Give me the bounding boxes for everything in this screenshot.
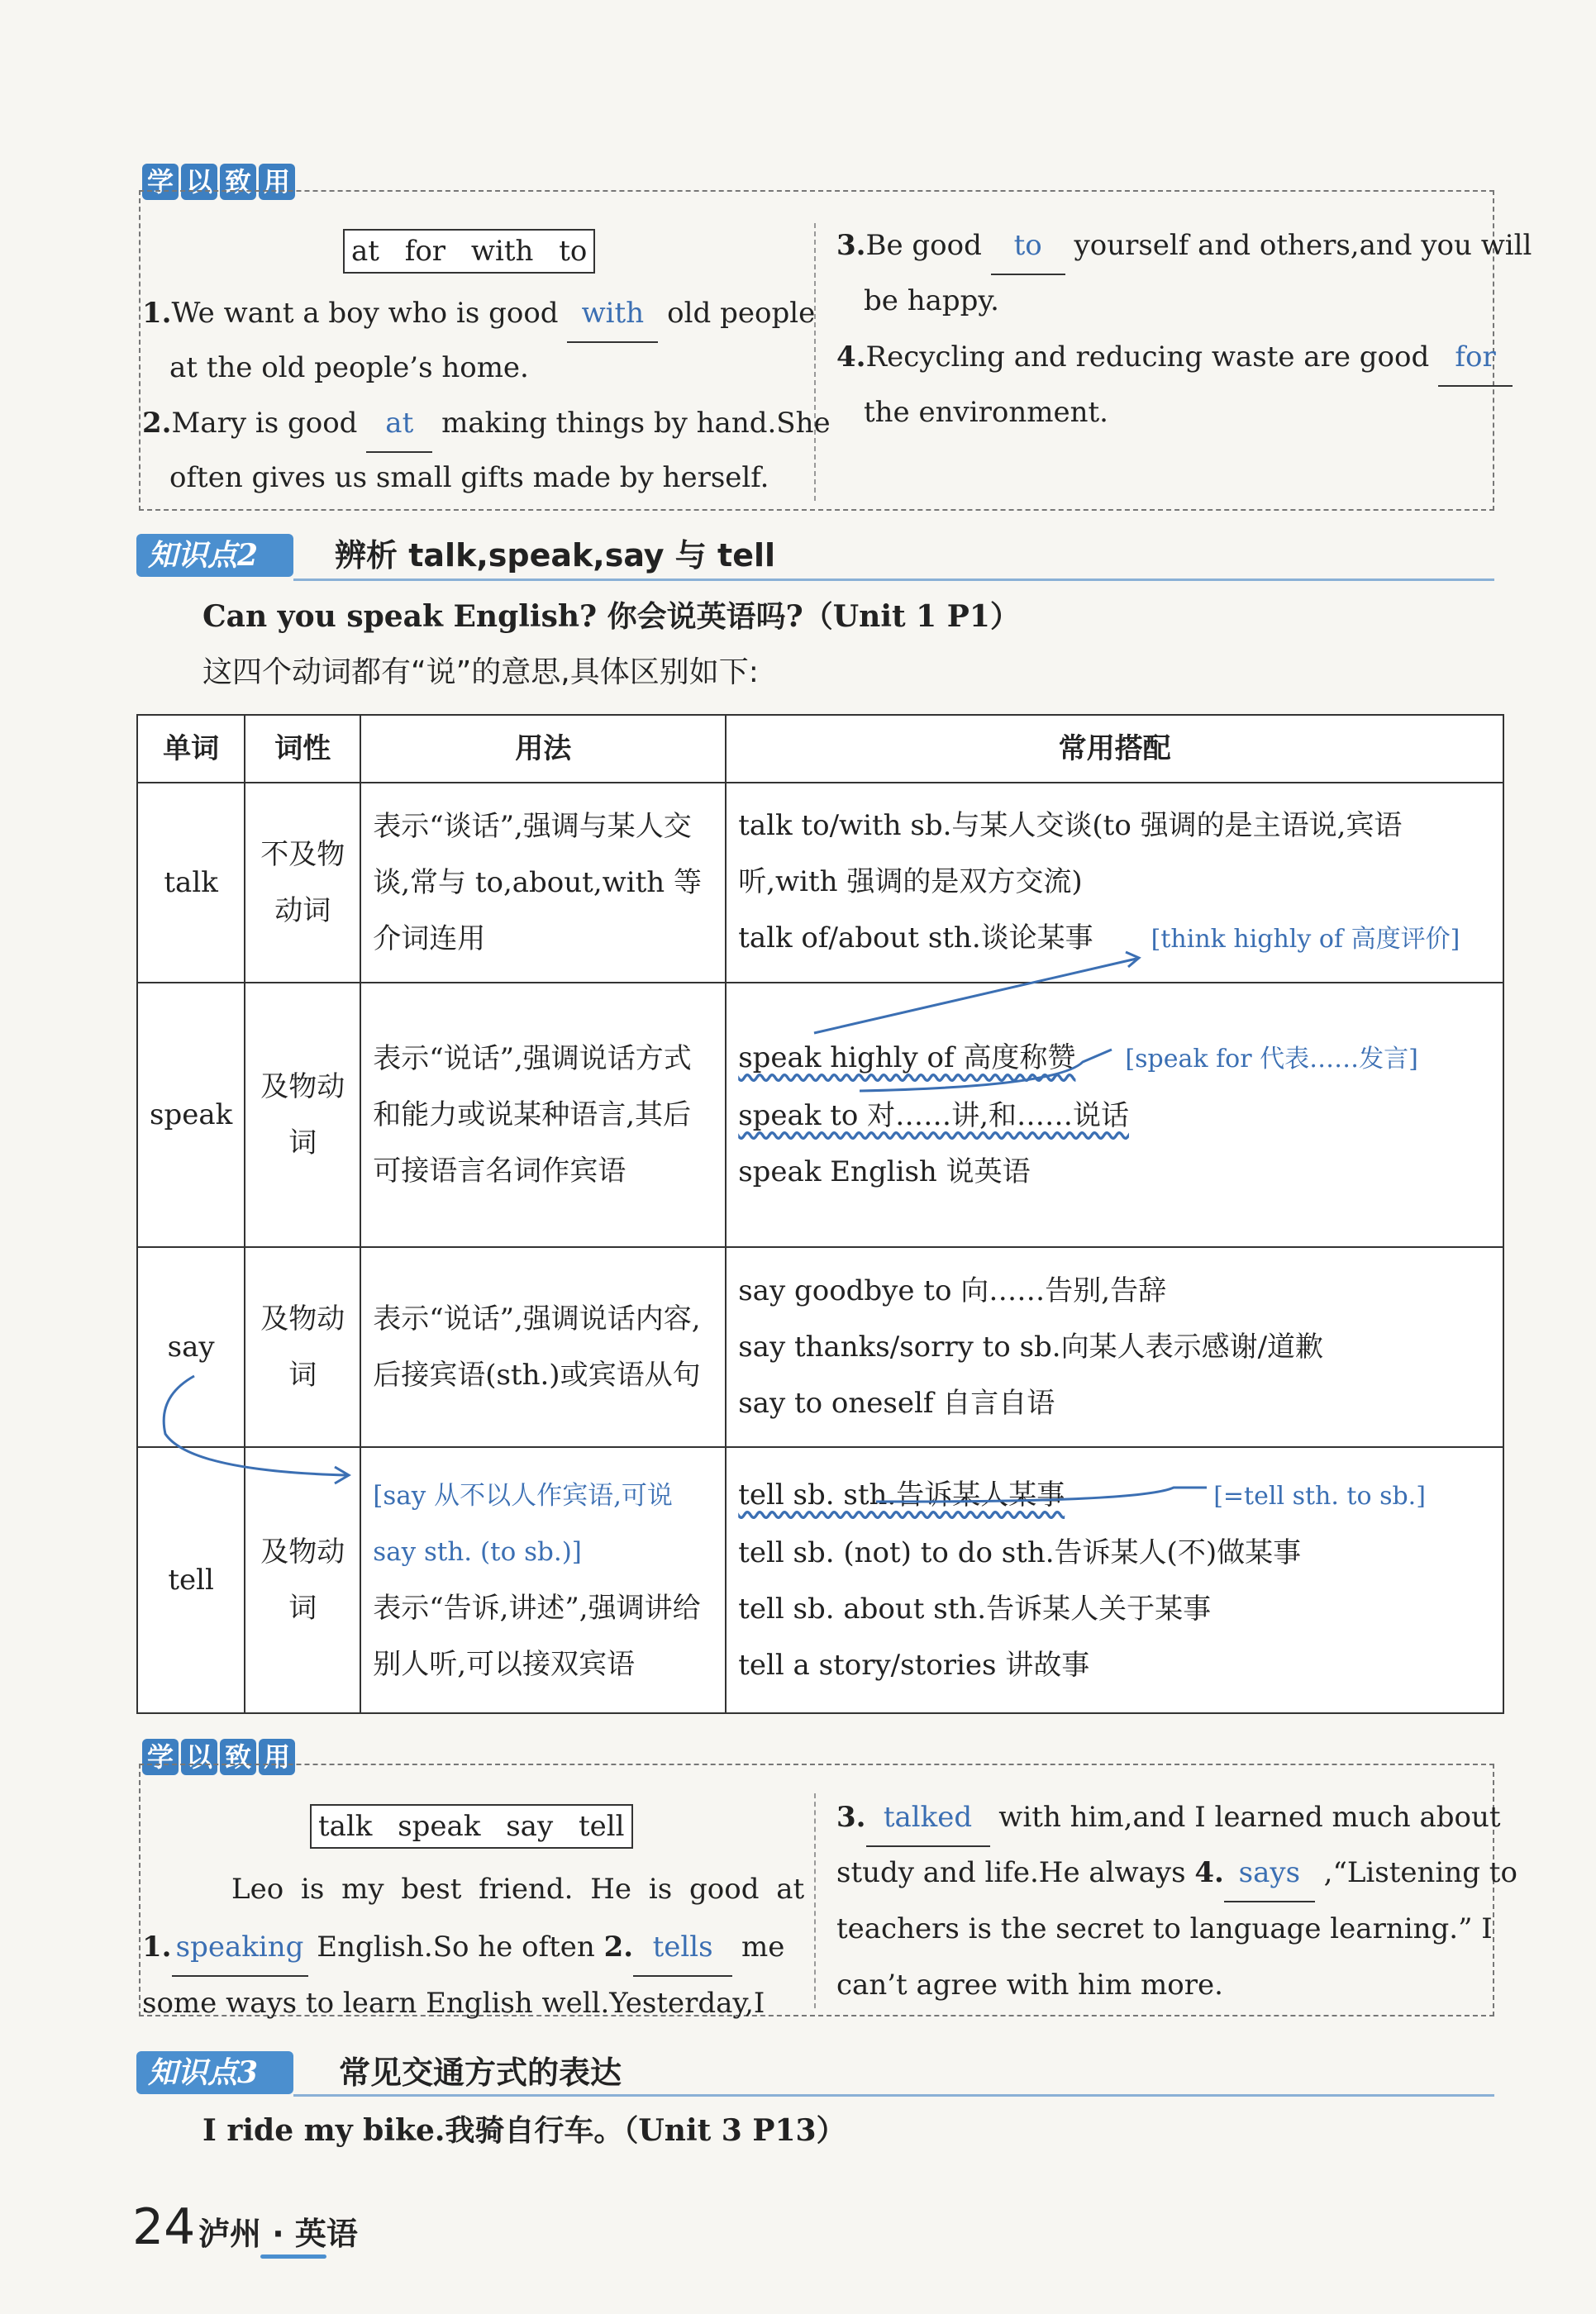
question-3-cont: be happy. <box>864 284 999 317</box>
row-pos: 及物动词 <box>245 1447 360 1713</box>
arrow-icon <box>876 1488 1207 1502</box>
example-sentence: Can you speak English? 你会说英语吗?（Unit 1 P1） <box>202 599 1020 634</box>
row-usage: 表示“谈话”,强调与某人交谈,常与 to,about,with 等介词连用 <box>360 783 726 983</box>
answer-blank: talked <box>866 1789 990 1847</box>
row-word: tell <box>137 1447 245 1713</box>
header-collocation: 常用搭配 <box>726 715 1503 783</box>
question-2-cont: often gives us small gifts made by herself. <box>169 461 769 494</box>
answer-blank: with <box>567 285 658 343</box>
row-usage: [say 从不以人作宾语,可说 say sth. (to sb.)] 表示“告诉,讲述”,强调讲给别人听,可以接双宾语 <box>360 1447 726 1713</box>
knowledge-point-2-label: 知识点2 <box>136 534 293 577</box>
answer-blank: to <box>991 217 1065 275</box>
footer-title: 泸州 · 英语 <box>198 2216 358 2252</box>
row-pos: 及物动词 <box>245 1247 360 1447</box>
arrow-icon <box>164 1376 347 1475</box>
header-word: 单词 <box>137 715 245 783</box>
knowledge-point-3-label: 知识点3 <box>136 2051 293 2094</box>
row-pos: 不及物动词 <box>245 783 360 983</box>
answer-blank: tells <box>633 1919 732 1977</box>
row-pos: 及物动词 <box>245 983 360 1247</box>
margin-note: [speak for 代表……发言] <box>1125 1045 1418 1074</box>
passage-line: some ways to learn English well.Yesterday,I <box>142 1987 765 2020</box>
word-box-2: talk speak say tell <box>310 1804 633 1849</box>
margin-note: [think highly of 高度评价] <box>1151 925 1460 954</box>
question-1: 1.We want a boy who is good with old people <box>142 285 815 343</box>
knowledge-point-3-title: 常见交通方式的表达 <box>339 2055 622 2091</box>
passage-line: study and life.He always 4. says ,“Listening to <box>836 1845 1517 1902</box>
margin-note: [=tell sth. to sb.] <box>1213 1482 1426 1511</box>
question-4-cont: the environment. <box>864 396 1108 429</box>
row-word: speak <box>137 983 245 1247</box>
footer-accent <box>260 2254 326 2259</box>
usage-note: [say 从不以人作宾语,可说 say sth. (to sb.)] <box>373 1481 673 1567</box>
example-sentence: I ride my bike.我骑自行车。（Unit 3 P13） <box>202 2113 846 2148</box>
column-divider <box>814 1793 816 2008</box>
word-box-1: at for with to <box>343 229 595 274</box>
row-word: say <box>137 1247 245 1447</box>
intro-text: 这四个动词都有“说”的意思,具体区别如下: <box>202 655 759 689</box>
row-collocations: talk to/with sb.与某人交谈(to 强调的是主语说,宾语听,with 强调的是双方交流) talk of/about sth.谈论某事 [think highly of 高度评价] <box>726 783 1503 983</box>
answer-blank: for <box>1438 329 1513 387</box>
question-1-cont: at the old people’s home. <box>169 351 529 384</box>
row-collocations: speak highly of 高度称赞 [speak for 代表……发言] speak to 对……讲,和……说话 speak English 说英语 <box>726 983 1503 1247</box>
passage-line: can’t agree with him more. <box>836 1969 1223 2002</box>
passage-line: 3. talked with him,and I learned much about <box>836 1789 1501 1847</box>
answer-blank: at <box>366 395 432 453</box>
title-underline <box>293 2094 1494 2097</box>
header-pos: 词性 <box>245 715 360 783</box>
passage-line: teachers is the secret to language learning.” I <box>836 1912 1493 1945</box>
row-usage: 表示“说话”,强调说话内容,后接宾语(sth.)或宾语从句 <box>360 1247 726 1447</box>
row-word: talk <box>137 783 245 983</box>
question-4: 4.Recycling and reducing waste are good for <box>836 329 1513 387</box>
row-collocations: tell sb. sth.告诉某人某事 [=tell sth. to sb.] tell sb. (not) to do sth.告诉某人(不)做某事 tell sb. about sth.告诉某人关于某事 tell a story/stories 讲故事 <box>726 1447 1503 1713</box>
arrow-icon <box>814 959 1136 1033</box>
header-usage: 用法 <box>360 715 726 783</box>
answer-blank: says <box>1224 1845 1315 1902</box>
knowledge-point-2-title: 辨析 talk,speak,say 与 tell <box>335 537 776 574</box>
passage-line: Leo is my best friend. He is good at <box>231 1873 805 1906</box>
arrow-icon <box>860 1050 1112 1091</box>
passage-line: 1. speaking English.So he often 2. tells me <box>142 1919 784 1977</box>
practice-badge: 学 以 致 用 <box>142 164 295 200</box>
row-usage: 表示“说话”,强调说话方式和能力或说某种语言,其后可接语言名词作宾语 <box>360 983 726 1247</box>
answer-blank: speaking <box>172 1919 308 1977</box>
practice-badge: 学 以 致 用 <box>142 1739 295 1775</box>
row-collocations: say goodbye to 向……告别,告辞 say thanks/sorry to sb.向某人表示感谢/道歉 say to oneself 自言自语 <box>726 1247 1503 1447</box>
page-number: 24 <box>132 2198 196 2256</box>
question-3: 3.Be good to yourself and others,and you will <box>836 217 1532 275</box>
question-2: 2.Mary is good at making things by hand.She <box>142 395 831 453</box>
